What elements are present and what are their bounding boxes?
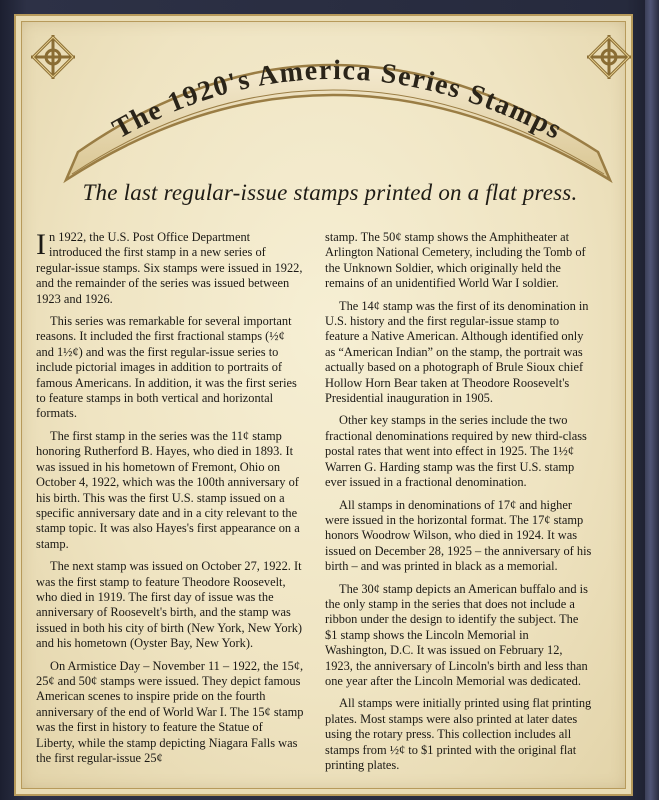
drop-cap: I <box>36 228 46 261</box>
paragraph: stamp. The 50¢ stamp shows the Amphitheater at Arlington National Cemetery, including the Tomb of the Unknown Soldier, which originally held the remains of an unidentified World War I soldier. <box>325 230 586 291</box>
paragraph <box>36 230 304 307</box>
paragraph: All stamps were initially printed using flat printing plates. Most stamps were also printed at later dates using the rotary press. This collection includes all stamps from ½¢ to $1 printed with the original flat printing plates. <box>325 696 592 772</box>
page-subtitle: The last regular-issue stamps printed on a flat press. <box>82 180 578 205</box>
paragraph: The next stamp was issued on October 27, 1922. It was the first stamp to feature Theodore Roosevelt, who died in 1919. The first day of issue was the anniversary of Roosevelt's birth, and the stamp was issued in both his city of birth (New York, New York) and his hometown (Oyster Bay, New York). <box>36 559 303 651</box>
title-banner <box>28 30 628 190</box>
page-title: The 1920's America Series Stamps <box>107 54 568 147</box>
article-column-left <box>36 230 304 773</box>
paragraph: The 14¢ stamp was the first of its denomination in U.S. history and the first regular-issue stamp to feature a Native American. Although identified only as “American Indian” on the stamp, the portrait was actually based on a photograph of Brule Sioux chief Hollow Horn Bear taken at Theodore Roosevelt's Presidential inauguration in 1905. <box>325 298 589 406</box>
paragraph: The first stamp in the series was the 11¢ stamp honoring Rutherford B. Hayes, who died in 1893. It was issued in his hometown of Fremont, Ohio on October 4, 1922, which was the 100th anniversary of his birth. This was the first U.S. stamp issued on a specific anniversary date and in a city relevant to the stamp topic. It was also Hayes's first appearance on a stamp. <box>36 428 300 551</box>
paragraph: This series was remarkable for several important reasons. It included the first fractional stamps (½¢ and 1½¢) and was the first regular-issue series to include pictorial images in addition to portraits of famous Americans. In addition, it was the first series to feature stamps in both vertical and horizontal formats. <box>36 314 297 421</box>
paragraph: On Armistice Day – November 11 – 1922, the 15¢, 25¢ and 50¢ stamps were issued. They depict famous American scenes to inspire pride on the fourth anniversary of the end of World War I. The 15¢ stamp was the first in history to feature the Statue of Liberty, while the stamp depicting Niagara Falls was the first regular-issue 25¢ <box>36 658 304 765</box>
album-spine <box>645 0 659 800</box>
paragraph-text: n 1922, the U.S. Post Office Department introduced the first stamp in a new series of regular-issue stamps. Six stamps were issued in 1922, and the remainder of the series was issued between 1923 and 1926. <box>36 230 303 306</box>
article-column-right <box>325 230 593 780</box>
paragraph: The 30¢ stamp depicts an American buffalo and is the only stamp in the series that does not include a ribbon under the design to identify the subject. The $1 stamp shows the Lincoln Memorial in Washington, D.C. It was issued on February 12, 1923, the anniversary of Lincoln's birth and less than one year after the Lincoln Memorial was dedicated. <box>325 581 588 688</box>
paragraph: Other key stamps in the series include the two fractional denominations required by new third-class postal rates that went into effect in 1925. The 1½¢ Warren G. Harding stamp was the first U.S. stamp ever issued in a fractional denomination. <box>325 413 587 490</box>
paragraph: All stamps in denominations of 17¢ and higher were issued in the horizontal format. The 17¢ stamp honors Woodrow Wilson, who died in 1924. It was issued on December 28, 1925 – the anniversary of his birth – and was printed in black as a memorial. <box>325 497 592 574</box>
